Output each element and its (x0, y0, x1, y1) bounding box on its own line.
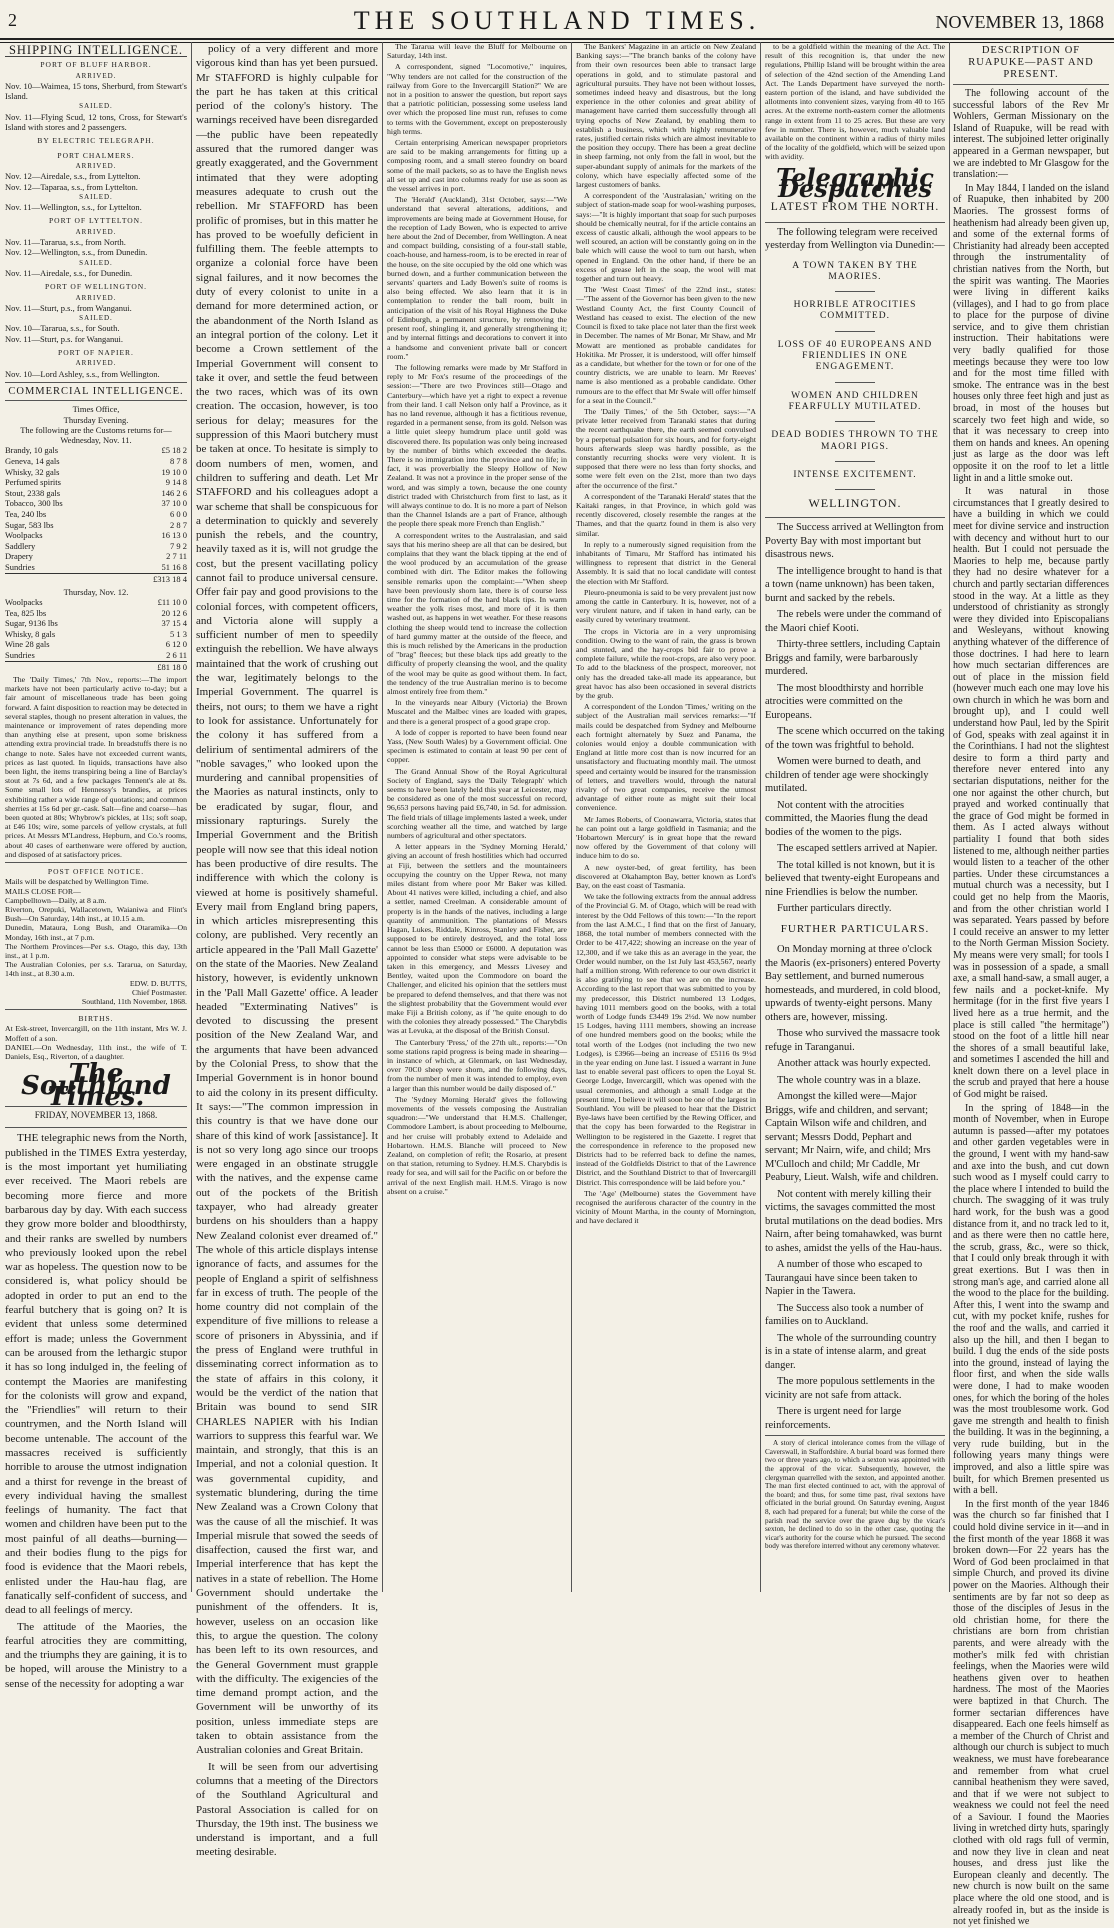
customs-row (5, 498, 187, 509)
news-paragraph: The Tararua will leave the Bluff for Melbourne on Saturday, 14th inst. (387, 42, 567, 61)
further-particulars-heading: FURTHER PARTICULARS. (780, 922, 930, 935)
post-line: Campbelltown—Daily, at 8 a.m. (5, 895, 107, 905)
telegram-paragraph: Not content with merely killing their victims, the savages committed the most brutal mutilations on the dead bodies. Mrs Nairn, after being tomahawked, was burnt to ashes, amidst the yells of the Hau-haus. (765, 1188, 943, 1254)
customs-row (5, 562, 187, 573)
customs-amount: 5 1 3 (170, 628, 187, 639)
customs-amount: £5 18 2 (161, 445, 187, 456)
news-paragraph: The Bankers' Magazine in an article on New Zealand Banking says:—"The branch banks of the colony have from their own resources been able to transact large operations in gold, and to stimulate pastoral and agricultural pursuits. They have not been without losses, sometimes indeed heavy and disastrous, but the long experience in the other colonies and great ability of management have carried them successfully through all trying epochs of New Zealand, by enabling them to establish a business, which with highly remunerative rates, justified certain risks which are almost inevitable to the position they occupy. There has been a great decline in sheep farming, not only from the fall in wool, but the super-abundant supply of animals for the markets of the colony, which have especially affected some of the largest customers of banks. (576, 42, 756, 190)
customs-amount: 8 7 8 (170, 455, 187, 466)
customs-item: Whisky, 32 gals (5, 466, 60, 477)
customs-row (5, 488, 187, 499)
masthead (0, 0, 1114, 36)
customs-row (5, 618, 187, 629)
post-office-notice (5, 877, 187, 978)
telegram-headline: DEAD BODIES THROWN TO THE MAORI PIGS. (771, 430, 939, 452)
customs-row (5, 608, 187, 619)
ruapuke-paragraph: The following account of the successful labors of the Rev Mr Wohlers, German Missionary on the Island of Ruapuke, will be read with interest. The subjoined letter originally appeared in a German newspaper, but we are indebted to Mr Glasgow for the translation:— (953, 88, 1109, 181)
telegram-paragraph: The escaped settlers arrived at Napier. (777, 843, 938, 855)
wednesday-total: £313 18 4 (5, 573, 187, 584)
telegram-paragraph: The scene which occurred on the taking of the town was frightful to behold. (765, 726, 945, 751)
column-3 (387, 42, 567, 1592)
shipping-entry: Nov. 11—Sturt, p.s. for Wanganui. (5, 333, 123, 344)
post-line: The Northern Provinces—Per s.s. Otago, this day, 13th inst., at 1 p.m. (5, 941, 187, 960)
customs-item: Tea, 240 lbs (5, 508, 47, 519)
thursday-heading: Thursday, Nov. 12. (63, 586, 129, 597)
ruapuke-paragraph: It was natural in those circumstances that I greatly desired to have a building in which we could meet for divine service and instruction with decency and without hurt to our health. But I could not persuade the Maories to help me, because partly they had no desire whatever for a church and partly sectarian differences stood in the way. At a little as they understood of christianity as strongly were they divided into Episcopalians and Wesleyans, without knowing anything whatever of the difference of those doctrines. I had here to learn how much sectarian differences are out of place in the mission field (however much each one may love his own church in which he was born and brought up), and I could well understand how Paul, led by the Spirit of God, speaks with zeal against it in the Corinthians. I had not the slightest desire to form a third party and therefore never entered into any sectarian disputations, neither for the one nor against the other church, but prayed and worked continually that the grace of God might be formed in them. As I acted always without partiality I found that both sides listened to me, although neither parties would listen to a teacher of the other parties. Under these circumstances a mutual church was a necessity, but I could get no help from the Maoris, and from the other christian world I was separated. Years passed by before I could receive an answer to my letter to the North German Mission Society. My means were very small; for tools I was in possession of a spade, a small axe, a small hand-saw, a small auger, a few nails and a pocket-knife. My hermitage (for in the first five years I lived here as a true hermit, and the place is still called "the hermitage") stood on the foot of a little hill near the shores of a small beautiful lake, and sometimes I ascended the hill and knelt down there on a level place in the scrub and prayed that here a house of God might be raised. (953, 486, 1109, 1101)
news-paragraph: A correspondent writes to the Australasian, and said says that his merino sheep are all that can be desired, but complains that they want the black tipping at the end of the wool produced by an accumulation of the grease combined with dirt. The Editor makes the following sensible remarks upon the complaint:—"When sheep have been previously shorn late, there is of course less time for the formation of the hard black tips. In warm weather the yolk rises most, and more of it is then washed out, as happens in wet weather. For these reasons clothing the sheep would tend to increase the collection of hard gummy matter at the outside of the fleece, and this is much relished by the Americans in the production of "brag" fleeces; but these black tips add greatly to the difficulty of properly cleansing the wool, and the quality of the wool may be quite as good without them. In fact, the tendency of the true Australian merino is to become almost entirely free from them." (387, 530, 567, 697)
customs-row (5, 597, 187, 608)
post-line: Mails will be despatched by Wellington Time. (5, 877, 149, 887)
customs-item: Whisky, 8 gals (5, 628, 56, 639)
telegram-paragraph: The whole of the surrounding country is in a state of intense alarm, and great danger. (765, 1332, 937, 1371)
shipping-entry: SAILED. (79, 102, 113, 111)
telegram-paragraph: The Success also took a number of families on to Auckland. (765, 1302, 924, 1328)
bluff-list (5, 71, 187, 133)
news-paragraph: We take the following extracts from the annual address of the Provincial G. M. of Otago, which will be read with interest by the Odd Fellows of this town:—"In the report from the last A.M.C., I find that on the first of January, 1868, the total number of members connected with the Order to be 417,422; showing an increase on the year of 12,300, and if we take this as an average in the year, the Order would number, on the 1st July last 453,567, nearly half a million strong. With reference to our own district it is also gratifying to see that we are on the increase. According to the last report that was submitted to you by my predecessor, this District numbered 13 Lodges, having 1011 members good on the books, with a total worth of Lodge funds £3449 19s 2½d. We now number 15 Lodges, having 1111 members, showing an increase of one hundred members good on the books; while the total worth of the Lodges (not including the two new Lodges), is £3966—being an increase of £5116 0s 9½d in the year ending on June last. I issued a warrant in June last to enable several past officers to open the Loyal St. George Lodge, Invercargill, which was opened with the usual ceremonies, and although a small Lodge at the present time, I believe it will soon be one of the largest in Southland. You will be pleased to hear that the District Bye-laws have been certified by the Rewing Officer, and that the copy has been forwarded to the Registrar in Wellington to be registered in the Gazette. I regret that the correspondence in reference to the proposed new Districts had to be referred back to define the names, instead of the Goldfields District to that of the Lawrence District, and the Southland District to that of Invercargill District. This correspondence will be laid before you." (576, 892, 756, 1187)
column-4 (576, 42, 756, 1592)
wellington-port-heading: PORT OF WELLINGTON. (44, 282, 148, 292)
napier-list (5, 358, 187, 379)
telegram-headline: A TOWN TAKEN BY THE MAORIES. (792, 260, 918, 282)
news-paragraph: The 'Daily Times,' of the 5th October, says:—"A private letter received from Taranaki states that during the recent earthquake there, the earth seemed convulsed by a perpetual pulsation for six hours, and for forty-eight hours afterwards sleep was hardly possible, as the constantly recurring shocks were very violent. It is supposed that there were no less than forty shocks, and some were felt even on the 21st, more than two days after the occurrence of the first." (576, 406, 756, 490)
customs-amount: 7 9 2 (170, 540, 187, 551)
customs-item: Tea, 825 lbs (5, 607, 47, 618)
customs-intro-line: Thursday Evening. (63, 414, 129, 425)
telegram-headline: WOMEN AND CHILDREN FEARFULLY MUTILATED. (788, 390, 922, 412)
customs-amount: 9 14 8 (165, 477, 187, 488)
births-heading: BIRTHS. (78, 1014, 114, 1024)
ruapuke-article (953, 88, 1109, 1928)
news-paragraph: The 'Herald' (Auckland), 31st October, says:—"We understand that several alterations, additions, and improvements are being made at Government House, for the reception of Lady Bowen, who is expected to arrive here about the 2nd of December, from Wellington. A neat and compact building, consisting of a four-stall stable, coach-house, and harness-room, is to be erected in rear of the house, on the site occupied by the old one which was burned down, and a further communication between the servants' quarters and Lady Bowen's suite of rooms is also being effected. We also learn that it is in contemplation to render the ball room, built in anticipation of the visit of his Royal Highness the Duke of Edinburgh, a permanent structure, by removing the present roof, shingling it, and generally strengthening it; and by internal fittings and decorations to convert it into a handsome and convenient private ball or concert room." (387, 195, 567, 361)
shipping-entry: Nov. 11—Tararua, s.s., from North. (5, 237, 126, 248)
telegram-headline: HORRIBLE ATROCITIES COMMITTED. (793, 300, 917, 322)
market-report: The 'Daily Times,' 7th Nov., reports:—The import markets have not been particularly active to-day; but a fair amount of miscellaneous trade has been going forward. A faint disposition to reaction may be detected in several staples, though no present alteration in values, the maintenance or improvement of rates depending more than anything else at present, upon some briskness attending extra provincial trade. In breadstuffs there is no change to note. Sales have not exceeded current wants, prices as last quoted. In liquids, transactions have also been light, the items transpiring being a line of Barclay's stout at 7s 6d, and a few packages Tennent's ale at 8s. Some small lots of Hennessy's brandies, at prices exhibiting rather a wide range of quotations; and common sherries at 15s 6d per gr.-cask. Salt—fine and coarse—has been quoted at 80s; Whybrow's pickles, at 11s; soft soap, at £46 10s; wire, some parcels of yellow crystals, at full prices. At Messrs M'Landress, Hepburn, and Co.'s rooms, about 40 cases of earthenware were offered by auction, and disposed of at satisfactory prices. (5, 674, 187, 859)
customs-amount: 51 16 8 (161, 561, 187, 572)
telegram-paragraph: Further particulars directly. (777, 903, 892, 915)
column-1 (5, 42, 187, 1690)
post-line: Dunedin, Mataura, Long Bush, and Otaramika—On Monday, 16th inst., at 7 p.m. (5, 923, 187, 942)
wellington-report (765, 521, 945, 916)
births-list (5, 1024, 187, 1061)
customs-item: Saddlery (5, 540, 36, 551)
telegram-paragraph: The Success arrived at Wellington from Poverty Bay with most important but disastrous news. (765, 522, 944, 561)
customs-amount: 2 6 11 (166, 650, 187, 661)
telegram-paragraph: The more populous settlements in the vicinity are not safe from attack. (765, 1376, 935, 1401)
column-6 (953, 42, 1109, 1928)
signature-line: Southland, 11th November, 1868. (81, 996, 187, 1006)
shipping-entry: Nov. 11—Flying Scud, 12 tons, Cross, for Stewart's Island with stores and 2 passengers. (5, 111, 187, 133)
shipping-entry: Nov. 12—Airedale, s.s., from Lyttelton. (5, 171, 141, 182)
telegram-paragraph: The rebels were under the command of the Maori chief Kooti. (765, 609, 942, 634)
column-2 (196, 42, 378, 1859)
news-paragraph: The 'West Coast Times' of the 22nd inst., states:—"The assent of the Governor has been given to the new Westland County Act, the first County Council of Westland has ceased to exist. The election of the new Council is fixed to take place not later than the first week in December. The names of Mr Bonar, Mr Shaw, and Mr Mowatt are mentioned as probable candidates for Hokitika. Mr Prosser, it is understood, will offer himself as a candidate, but whether for the town or for one of the country districts, we are unable to learn. Mr Reeves' name is also mentioned as a probable candidate. Other rumours are to the effect that Mr Swale will offer himself for a seat in the Council." (576, 285, 756, 405)
customs-item: Sundries (5, 561, 35, 572)
customs-item: Tobacco, 300 lbs (5, 498, 63, 509)
news-paragraph: A lode of copper is reported to have been found near Yass, (New South Wales) by a Government official. One specimen is estimated to contain at least 90 per cent of copper. (387, 727, 567, 765)
news-paragraph: A correspondent of the London 'Times,' writing on the subject of the Australian mail services remarks:—"If mails could be despatched from Sydney and Melbourne each fortnight alternately by Suez and Panama, the colonies would enjoy a double communication with England at little more cost than is now incurred for an unsatisfactory and fluctuating monthly mail. The utmost speed and certainty would be insured for the transmission of letters, and travellers would, through the natural rivalry of two great companies, receive the utmost advantage of either route as might suit their local convenience. (576, 702, 756, 813)
customs-amount: 2 7 11 (166, 551, 187, 562)
customs-item: Drapery (5, 551, 33, 562)
customs-amount: 37 15 4 (161, 618, 187, 629)
news-paragraph: The Canterbury 'Press,' of the 27th ult., reports:—"On some stations rapid progress is being made in shearing—in instance of which, at Glenmark, on last Wednesday, over 70C0 sheep were shorn, and the following days, from the number of men it was intended to employ, even a larger than this number would be daily disposed of." (387, 1037, 567, 1093)
customs-intro-line: The following are the Customs returns for— (20, 424, 172, 435)
bluff-heading: PORT OF BLUFF HARBOR. (40, 60, 152, 70)
customs-item: Sugar, 583 lbs (5, 519, 54, 530)
news-paragraph: Mr James Roberts, of Coonawarra, Victoria, states that he can point out a large goldfield in Tasmania; and the 'Hobartown Mercury' is in great hope that the reward now offered by the Government of that colony will induce him to do so. (576, 814, 756, 861)
telegram-paragraph: On Monday morning at three o'clock the Maoris (ex-prisoners) entered Poverty Bay settlement, and burned numerous homesteads, and murdered, in cold blood, upwards of twenty-eight persons. Many others are, however, missing. (765, 944, 941, 1023)
shipping-entry: Nov. 11—Wellington, s.s., for Lyttelton. (5, 202, 142, 213)
shipping-entry: Nov. 11—Sturt, p.s., from Wanganui. (5, 302, 132, 313)
latest-north-heading: LATEST FROM THE NORTH. (770, 201, 940, 214)
goldfield-article-end: to be a goldfield within the meaning of the Act. The result of this recognition is, that under the new regulations, Phillip Island will be brought within the area of selection of the 42nd section of the Amending Land Act. The Lands Department have surveyed the north-eastern portion of the island, and have subdivided the allotments into convenient sizes, varying from 40 to 165 acres. At the extreme north-eastern corner the allotments range in extent from 11 to 25 acres. But these are very few in number. There is, however, much valuable land available on the continent within a radius of thirty miles of the locality of the goldfield, which will be seized upon with avidity. (765, 42, 945, 162)
lyttelton-heading: PORT OF LYTTELTON. (49, 216, 143, 226)
article-paragraph: policy of a very different and more vigorous kind than has yet been pursued. Mr STAFFORD is highly culpable for the part he has taken at this critical period of the colony's history. The warnings received have been disregarded—the public have been repeatedly assured that the rumored danger was greatly exaggerated, and the Government intimated that they were adopting measures adequate to crush out the rebellion. Mr STAFFORD has been prolific of promises, but in this matter he has proved to be woefully deficient in fulfilling them. The feeble attempts to organize a colonial force have been signal failures, and it now becomes the duty of every colonist to unite in a demand for more determined action, or the abandonment of the North Island as an integral portion of the colony. Let it become a Crown settlement of the Imperial Government will consent to take it over, and settle the feud between the two races, which was of its own creation. The occasion, however, is too serious for delay; measures for the suppression of this Maori butchery must be taken at once. To hesitate is simply to doom numbers of men, women, and children to suffering and death. Let Mr STAFFORD and his colleagues adopt a war scheme that shall be conspicuous for a determination to quickly and severely punish the rebels, and the country, heavily taxed as it is, will not grudge the cost, but the present vacillating policy cannot fail to produce universal censure. Offer fair pay and good provisions to the colonial forces, with competent officers, and Victoria alone will supply a sufficient number of men to speedily extinguish the rebellion. We have always maintained that the work of crushing out the war, legitimately belongs to the Imperial Government. The quarrel is theirs, not ours; to them we have a right to look for assistance. Unfortunately for the colony it has suffered from a delirium of sentimental admirers of the "noble savages," who looked upon the murdering and cannibal propensities of the Maories as natural instincts, only to be eradicated by sugar, flour, and missionary rapturings. Surely the Imperial Government and the British people will now see that this ideal notion has been productive of dire results. The indifference with which the colony is viewed at home is positively shameful. Every mail from England bring papers, in which articles misrepresenting this colony, are published. Very recently an article appeared in the 'Pall Mall Gazette' on the state of the Maories. New Zealand history, however, is evidently unknown in the 'Pall Mall Gazette' office. A leader headed "Exterminating Natives" is devoted to discussing the present position of the New Zealand War, and the arguments that have been advanced by the Colonial Press, to show that the Imperial Government is in honor bound to aid the colony in its present difficulty. It says:—"The common impression in this country is that we have done our share of this kind of work [assistance]. It is not so very long ago since our troops were engaged in an obstinate struggle with the natives, and the expense came out of the pockets of the British taxpayer, who had already greater burdens on his shoulders than a happy New Zealand colonist ever dreamed of." The whole of this article displays intense ignorance of facts, and assumes for the people of England a spirit of selfishness far in excess of truth. The people of the home country did not complain of the expenditure of five millions to release a score of prisoners in Abyssinia, and if the press of England were truthful in disseminating correct information as to the state of affairs in this colony, it would be the verdict of the nation that Britain was bound to send SIR CHARLES NAPIER with his Indian warriors to suppress this fearful war. We maintain, and strongly, that this is an Imperial, and not a colonial question. It was governmental cupidity, and systematic blundering, during the time New Zealand was a Crown Colony that was the cause of all the mischief. It was Imperial misrule that sowed the seeds of disaffection, caused the first war, and Imperial interference that has kept the natives in a state of rebellion. The Home Government should undertake the punishment of the offenders. It is, however, useless on an occasion like this, to argue the question. The colony has been left to its own resources, and the General Government must grapple with the difficulty. The exigencies of the time demand prompt action, and the Government will be unworthy of its position, unless immediate steps are taken to obtain assistance from the Australian colonies and Great Britain. (196, 43, 378, 1757)
napier-heading: PORT OF NAPIER. (58, 348, 134, 358)
shipping-entry: Nov. 11—Airedale, s.s., for Dunedin. (5, 267, 133, 278)
news-paragraph: In reply to a numerously signed requisition from the inhabitants of Timaru, Mr Stafford has intimated his willingness to represent that district in the General Assembly. It is said that no local candidate will contest the election with Mr Stafford. (576, 539, 756, 586)
telegram-paragraph: Another attack was hourly expected. (777, 1058, 931, 1070)
shipping-entry: SAILED. (79, 258, 113, 267)
chalmers-list (5, 161, 187, 212)
post-line: MAILS CLOSE FOR— (5, 886, 81, 896)
column-rule (191, 42, 192, 1592)
customs-row (5, 456, 187, 467)
customs-row (5, 639, 187, 650)
clerical-intolerance-story: A story of clerical intolerance comes from the village of Caverswall, in Staffordshire. A burial board was formed there two or three years ago, to which a sexton was appointed with the approval of the vicar. Subsequently, however, the clergyman quarrelled with the sexton, and appointed another. The man first elected continued to act, with the approval of the board; and thus, for some time past, rival sextons have officiated in the burial ground. On Saturday evening, August 8, each had prepared for a funeral; but while the corse of the parish read the service over the grave dug by the vicar's sexton, he declined to do so in the other case, quoting the vicar's authority for the course which he pursued. The second body was therefore interred without any ceremony whatever. (765, 1439, 945, 1551)
shipping-entry: Nov. 10—Lord Ashley, s.s., from Wellington. (5, 368, 160, 379)
customs-amount: £11 10 0 (157, 597, 187, 608)
thursday-total: £81 18 0 (5, 661, 187, 672)
shipping-entry: Nov. 10—Tararua, s.s., for South. (5, 323, 120, 334)
editorial-paragraph: The attitude of the Maories, the fearful atrocities they are committing, and the triumphs they are gaining, it is to be hoped, will arouse the Ministry to a sense of the necessity for adopting a war (5, 1620, 187, 1690)
column-rule (760, 42, 761, 1592)
shipping-entry: SAILED. (79, 314, 113, 323)
ruapuke-heading: DESCRIPTION OF RUAPUKE—PAST AND PRESENT. (968, 45, 1094, 80)
customs-amount: 2 8 7 (170, 519, 187, 530)
shipping-entry: Nov. 12—Taparaa, s.s., from Lyttelton. (5, 181, 138, 192)
chalmers-heading: PORT CHALMERS. (57, 150, 135, 160)
customs-amount: 6 0 0 (170, 508, 187, 519)
wellington-list (5, 293, 187, 344)
post-office-heading: POST OFFICE NOTICE. (47, 867, 145, 877)
customs-item: Perfumed spirits (5, 477, 61, 488)
customs-intro-line: Wednesday, Nov. 11. (60, 435, 132, 446)
telegram-paragraph: The intelligence brought to hand is that a town (name unknown) has been taken, burnt and sacked by the rebels. (765, 565, 943, 604)
telegram-paragraph: There is urgent need for large reinforcements. (765, 1406, 902, 1431)
customs-row (5, 541, 187, 552)
customs-row (5, 551, 187, 562)
telegram-paragraph: Those who survived the massacre took refuge in Taranganui. (765, 1028, 941, 1053)
column-rule (571, 42, 572, 1592)
customs-item: Stout, 2338 gals (5, 487, 61, 498)
ruapuke-paragraph: In the first month of the year 1846 was the church so far finished that I could hold divine service in it—and in the first month of the year 1868 it was broken down—For 22 years has the Word of God been proclaimed in that simple Church, and proved its divine power on the Maories. Although their sentiments are by far not so deep as those of the disciples of Jesus in the old christian home, for there the christians are born from christian parents, and were already with the mother's milk fed with christian feelings, when the Maories were wild heathens given over to heathen hardness. The most of the Maories were baptized in that Church. The former sectarian differences have disappeared. Each one feels himself as a member of the Church of Christ and although our church is subject to much weakness, we must have forebearance and remember from what cruel cannibal heathenism they were saved, and that if we were not subject to weakness we could not feel the need of a Saviour. I found the Maories living in wretched dirty huts, sparingly clothed with old rags full of vermin, and now they live in clean and neat houses, and dress just like the European cleanly and decently. The new church is now built on the same place where the old one stood, and is already roofed in, but as the inside is not yet finished we (953, 1498, 1109, 1928)
customs-amount: 20 12 6 (161, 607, 187, 618)
customs-row (5, 629, 187, 640)
wellington-heading: WELLINGTON. (808, 496, 902, 511)
customs-amount: 19 10 0 (161, 466, 187, 477)
birth-notice: At Esk-street, Invercargill, on the 11th instant, Mrs W. J. Moffett of a son. (5, 1024, 187, 1043)
news-paragraph: A new oyster-bed, of great fertility, has been discovered at Okahampton Bay, better known as Lord's Bay, on the east coast of Tasmania. (576, 862, 756, 891)
news-paragraph: Pleuro-pneumonia is said to be very prevalent just now among the cattle in Canterbury. It is, however, not of a very virulent nature, and if taken in hand early, can be easily cured by veterinary treatment. (576, 587, 756, 625)
customs-row (5, 477, 187, 488)
customs-intro-line: Times Office, (72, 404, 120, 415)
customs-row (5, 445, 187, 456)
news-paragraph: The following remarks were made by Mr Stafford in reply to Mr Fox's resume of the proceedings of the session:—"There are two Provinces still—Otago and Canterbury—which have yet a right to expect a revenue from their land. I call Nelson only half a Province, as it has no land revenue, although it has a fictitious revenue, regarded in a permanent sense, from its gold. Nelson was a little quiet sleepy humdrum place until gold was discovered there. Its population was only being increased by the number of births which exceeded the deaths. There is no immigration into the province and no life; in fact, it was proverbially the Sleepy Hollow of New Zealand. It was not a province in the proper sense of the word, and was simply a town, because the one county district traded with Christchurch from first to last, as it will always continue to do. It is no more a part of Nelson than the Channel Islands are a part of France, although the people there speak more French than English." (387, 362, 567, 529)
customs-amount: 146 2 6 (161, 487, 187, 498)
shipping-entry: ARRIVED. (75, 227, 117, 236)
editorial-date: FRIDAY, NOVEMBER 13, 1868. (34, 1110, 158, 1121)
telegram-paragraph: Amongst the killed were—Major Briggs, wife and children, and servant; Captain Wilson wife and children, and servant; Messrs Dodd, Pephart and servant; Mr Nairn, wife, and child; Mrs M'Culloch and child; Mr Caddle, Mr Peabury, Lieut. Walsh, wife and children. (765, 1091, 939, 1184)
signature-line: EDW. D. BUTTS, (129, 978, 187, 988)
issue-date: NOVEMBER 13, 1868 (935, 12, 1104, 32)
customs-amount: 37 10 0 (161, 498, 187, 509)
customs-row (5, 650, 187, 661)
shipping-entry: Nov. 10—Waimea, 15 tons, Sherburd, from Stewart's Island. (5, 80, 187, 102)
telegram-headline: LOSS OF 40 EUROPEANS AND FRIENDLIES IN ONE ENGAGEMENT. (777, 339, 933, 373)
editorial-paragraph: THE telegraphic news from the North, published in the TIMES Extra yesterday, is the most important yet humiliating ever received. The Maori rebels are becoming more fierce and more barbarous day by day. With each success they grow more bolder and bloodthirsty, and their ranks are swelled by numbers who previously looked upon the rebel war as hopeless. The question now to be considered is, what policy should be adopted in order to put an end to the fearful butchery that is going on? It is evident that unless some determined effort is made; unless the Government can be aroused from the lethargic stupor it has so long indulged in, the feeling of contempt the Maories are manifesting for the colonists will grow and expand, the "Friendlies" will return to their countrymen, and the North Island will become untenable. The account of the massacres received is sufficiently horrible to arouse the utmost indignation and a thirst for revenge in the breast of every individual having the smallest feelings of humanity. The fact that women and children have been put to the most painful of all deaths—burning—and their bodies flung to the pigs for food is evidence that the Maori rebels, enlisted under the Hau-hau flag, are fanatically self-confident of success, and dead to all feelings of mercy. (5, 1132, 187, 1617)
column-5 (765, 42, 945, 1592)
shipping-entry: ARRIVED. (75, 359, 117, 368)
shipping-entry: ARRIVED. (75, 71, 117, 80)
telegram-paragraph: The total killed is not known, but it is believed that twenty-eight Europeans and nine Friendlies is below the number. (765, 859, 940, 898)
shipping-entry: ARRIVED. (75, 293, 117, 302)
customs-amount: 16 13 0 (161, 530, 187, 541)
column-rule (949, 42, 950, 1592)
news-paragraph: A letter appears in the 'Sydney Morning Herald,' giving an account of fresh hostilities which had occurred at Fiji, between the settlers and the mountaineers occupying the country on the Upper Rewa, not many miles distant from where poor Mr Baker was killed. About 41 natives were killed, including a chief, and also a settler, named Creelman. A considerable amount of property is in the hands of the natives, including a large quantity of ammunition. The plantations of Messrs Hagan, Lukes, Riddale, Kinross, Stanley and Fisher, are supposed to be entirely destroyed, and the total loss cannot be less than £5000 or £6000. A deputation was appointed to consider what steps were advisable to be taken in this emergency, and Messrs Livesey and Bentley, waited upon the Commodore on board the Challenger, and elicited his opinion that the settlers must be prepared to defend themselves, and that there was not the slightest probability that the Government would ever make Fiji a British colony, as if "he quite enough to do with the colonies they already possessed." The Charybdis was at Levuka, at the disposal of the British Consul. (387, 842, 567, 1036)
news-paragraph: A correspondent of the 'Taranaki Herald' states that the Kaitaki ranges, in that Province, in which gold was recently discovered, closely resemble the ranges at the Thames, and that the quartz found in them is also very similar. (576, 491, 756, 538)
telegram-paragraph: Thirty-three settlers, including Captain Briggs and family, were barbarously murdered. (765, 639, 941, 678)
customs-row (5, 467, 187, 478)
news-paragraph: The 'Age' (Melbourne) states the Government have recognised the auriferous character of the country in the vicinity of Mount Martha, in the county of Mornington, and have declared it (576, 1188, 756, 1226)
customs-item: Wine 28 gals (5, 639, 50, 650)
shipping-entry: ARRIVED. (75, 161, 117, 170)
postmaster-signature (5, 979, 187, 1007)
telegraph-heading: BY ELECTRIC TELEGRAPH. (37, 136, 155, 146)
editorial-masthead: The Southland Times. (21, 1059, 171, 1112)
birth-notice: DANIEL—On Wednesday, 11th inst., the wife of T. Daniels, Esq., Riverton, of a daughter. (5, 1042, 187, 1062)
customs-intro (5, 404, 187, 445)
telegram-paragraph: Women were burned to death, and children of tender age were shockingly mutilated. (765, 756, 929, 795)
page-number: 2 (8, 10, 17, 30)
ruapuke-paragraph: In May 1844, I landed on the island of Ruapuke, then inhabited by 200 Maories. The grossest forms of heathenism had already been given up, and some of the external forms of Christianity had already been accepted through the instrumentality of christian natives from the North, but the spirit was wanting. The Maories were living in different kaiks (villages), and I had to go from place to place for the purpose of divine service, and to give them christian instruction. Their habitations were very badly qualified for those meetings because they were too low and for the most time filled with smoke. The entrance was in the best houses only three feet high and just as broad, in most of the houses but scarcely two feet high and wide, so that it was necessary to creep into them on hands and knees. An opening just as large as the door was left opposite it on the roof to let a little light in and a little smoke out. (953, 182, 1109, 484)
customs-table-thursday (5, 597, 187, 661)
news-paragraph: The crops in Victoria are in a very unpromising condition. Owing to the want of rain, the grass is brown and stunted, and the hay-crops bid fair to prove a complete failure, while the root-crops, are also very poor. To add to the blackness of the prospect, moreover, not only has the dreaded take-all made its appearance, but great havoc has also been occasioned in several districts by the grub. (576, 626, 756, 701)
news-paragraph: A correspondent, signed "Locomotive," inquires, "Why tenders are not called for the construction of the railway from Gore to the Invercargill Station?" We are not in a position to answer the question, but report says that a patriotic politician, possessing some useless land over which the proposed line must run, refuses to come to terms with the Government, except on preposterously high terms. (387, 62, 567, 136)
telegram-headlines (765, 261, 945, 491)
telegram-intro: The following telegram were received yesterday from Wellington via Dunedin:— (765, 226, 945, 252)
news-paragraph: The 'Sydney Morning Herald' gives the following movements of the vessels composing the Australian squadron:—"We understand that H.M.S. Challenger, Commodore Lambert, is about proceeding to Melbourne, and her cruise will probably extend to Adelaide and Hobartown. H.M.S. Blanche will proceed to New Zealand, on completion of refit; the Rosario, at present on that station, returning to Sydney. H.M.S. Charybdis is ready for sea, and will sail for the Pacific on or before the arrival of the next English mail. H.M.S. Virago is now absent on a cruise." (387, 1094, 567, 1196)
post-line: Riverton, Orepuki, Wallacetown, Waianiwa and Flint's Bush—On Saturday, 14th inst., at 10.15 a.m. (5, 904, 187, 924)
signature-line: Chief Postmaster. (131, 987, 187, 997)
column-rule (382, 42, 383, 1592)
ruapuke-paragraph: In the spring of 1848—in the month of November, when in Europe autumn is passed—after my potatoes and other garden vegetables were in the ground, I went with my hand-saw and axe into the bush, and cut down such wood as I myself could carry to the place where I intended to build the church. The swagging of it was truly hard work, for the bush was a good distance from it, and no track led to it, and as there were then no cattle here, the scrub, grass, &c., were so thick, that I could only break through it with great exertions. But I was then in strong man's age, and carried alone all the wood to the place for the building. After this, I went into the swamp and cut, with my pocket knife, rushes for the roof and the walls, and carried it also up the hill, and then I began to build. I dug the ends of the side posts into the ground, instead of laying the floor first, and when the side walls were done, I had to make wooden ones, for which the boring of the holes was the most troublesome work. God gave me strength and health to finish the building. It was in the beginning, a very rude building, but in the following years many things were improved, and also a little spire was built, for which Bremen presented us with a bell. (953, 1102, 1109, 1497)
news-paragraph: Certain enterprising American newspaper proprietors are said to be making arrangements for fitting up a composing room, and a small stereo foundry on board some of the mail packets, so as to have the English news all set up and cast into columns ready for use as soon as the vessel arrives in port. (387, 138, 567, 194)
customs-amount: 6 12 0 (165, 639, 187, 650)
customs-item: Woolpacks (5, 530, 43, 541)
customs-item: Brandy, 10 gals (5, 445, 59, 456)
telegram-headline: INTENSE EXCITEMENT. (793, 469, 917, 480)
telegram-paragraph: Not content with the atrocities committed, the Maories flung the dead bodies of the women to the pigs. (765, 799, 928, 838)
customs-row (5, 509, 187, 520)
customs-item: Sundries (5, 650, 35, 661)
customs-item: Woolpacks (5, 597, 43, 608)
telegram-paragraph: A number of those who escaped to Taurangaui have since been taken to Napier in the Tawera. (765, 1259, 923, 1298)
further-particulars (765, 943, 945, 1432)
news-paragraph: The Grand Annual Show of the Royal Agricultural Society of England, says the 'Daily Telegraph' which seems to have been lately held this year at Leicester, may be considered as one of the most successful on record, 96,653 persons having paid £6,740, in 5d. for admission. The field trials of tillage implements lasted a week, under scorching weather all the time, and watched by large numbers of agricultural and other spectators. (387, 766, 567, 841)
customs-row (5, 530, 187, 541)
editorial-text (5, 1131, 187, 1691)
customs-table-wednesday (5, 445, 187, 572)
telegram-paragraph: The whole country was in a blaze. (777, 1074, 921, 1086)
lyttelton-list (5, 227, 187, 278)
post-line: The Australian Colonies, per s.s. Tararua, on Saturday, 14th inst., at 8.30 a.m. (5, 960, 187, 979)
telegram-paragraph: The most bloodthirsty and horrible atrocities were committed on the Europeans. (765, 682, 924, 721)
newspaper-title: THE SOUTHLAND TIMES. (353, 6, 761, 35)
commercial-heading: COMMERCIAL INTELLIGENCE. (8, 385, 184, 397)
telegraphic-despatches-heading: Telegraphic Despatches (776, 162, 934, 203)
customs-row (5, 520, 187, 531)
customs-item: Sugar, 9136 lbs (5, 618, 58, 629)
news-paragraph: In the vineyards near Albury (Victoria) the Brown Muscatel and the Malbec vines are loaded with grapes, and there is a general prospect of a good grape crop. (387, 698, 567, 726)
article-paragraph: It will be seen from our advertising columns that a meeting of the Directors of the Southland Agricultural and Pastoral Association is called for on Thursday, the 19th inst. The business we understand is important, and a full meeting desirable. (196, 1760, 378, 1859)
customs-item: Geneva, 14 gals (5, 455, 60, 466)
news-paragraph: A correspondent of the 'Australasian,' writing on the subject of station-made soap for wool-washing purposes, says:—"It is highly important that soap for such purposes should be chemically neutral, for if the article contains an excess of caustic alkali, although the wool appears to be well scoured, an action will be constantly going on in the bale which will cause the wool to turn out harsh, when opened in England. On the other hand, if there be an excess of grease left in the soap, the wool will mat together and turn out heavy. (576, 191, 756, 284)
shipping-entry: SAILED. (79, 192, 113, 201)
shipping-entry: Nov. 12—Wellington, s.s., from Dunedin. (5, 247, 148, 258)
shipping-heading: SHIPPING INTELLIGENCE. (5, 45, 187, 57)
